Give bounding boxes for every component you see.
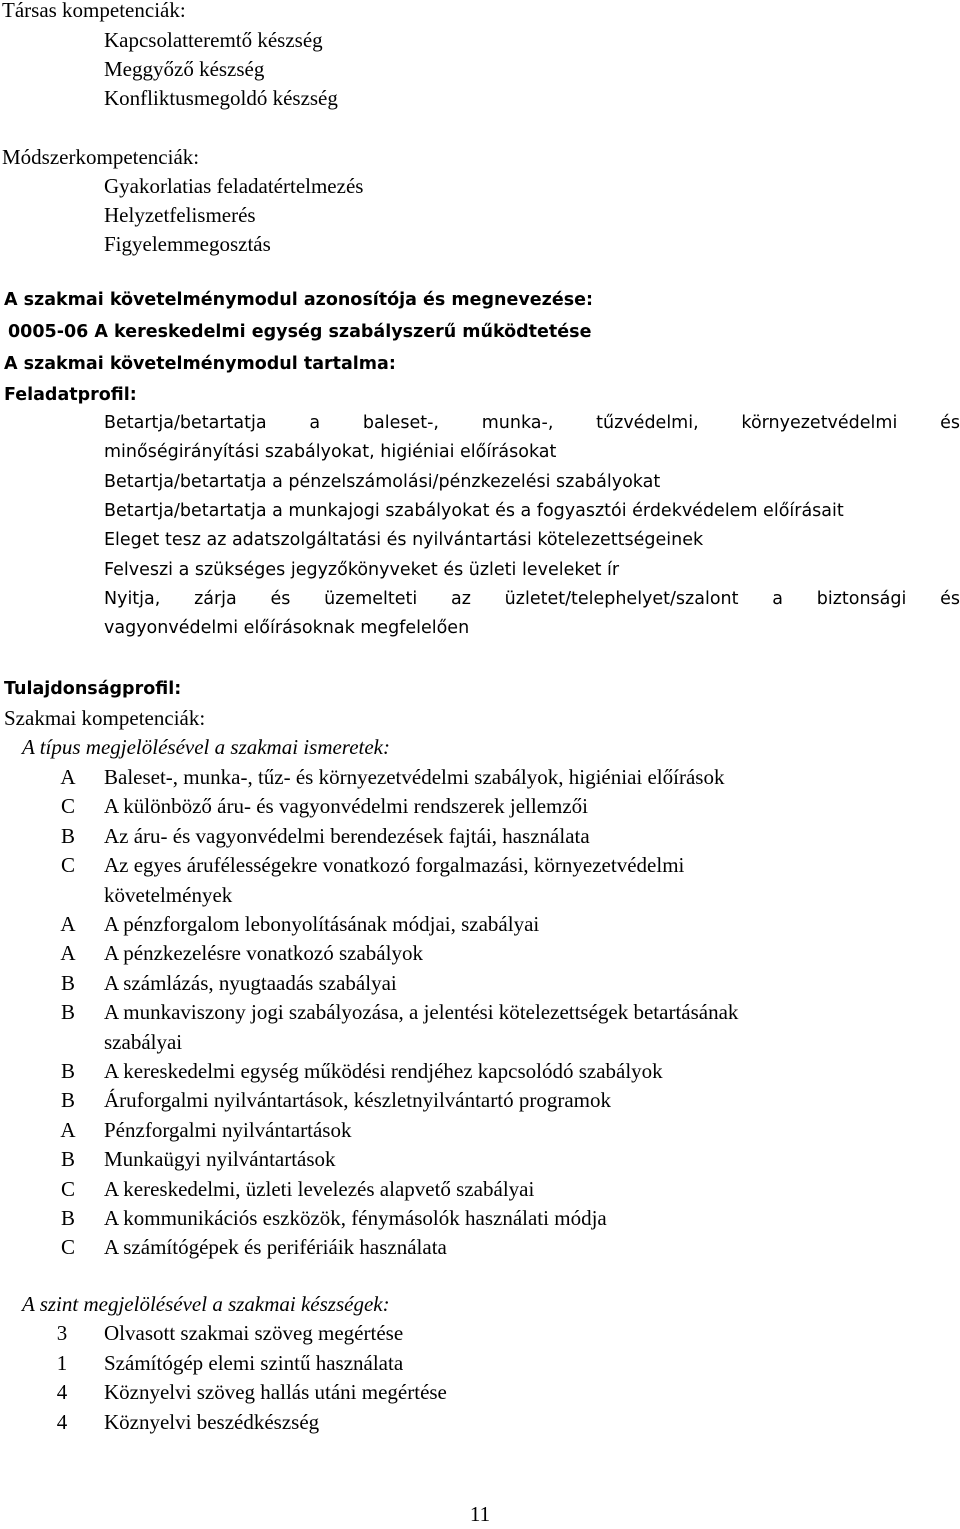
knowledge-type-label: B (60, 1000, 75, 1025)
task-item: Eleget tesz az adatszolgáltatási és nyilvántartási kötelezettségeinek (104, 530, 704, 550)
page-number: 11 (469, 1502, 491, 1526)
task-item: Betartja/betartatja a baleset-, munka-, tűzvédelmi, környezetvédelmi és (104, 413, 960, 433)
method-competency-item: Figyelemmegosztás (104, 232, 271, 256)
skills-heading: A szint megjelölésével a szakmai készségek: (22, 1292, 390, 1316)
knowledge-type-label: A (60, 941, 76, 966)
skill-level-label: 4 (56, 1380, 68, 1404)
knowledge-item-text: A pénzforgalom lebonyolításának módjai, szabályai (104, 912, 540, 936)
knowledge-item-text: A kommunikációs eszközök, fénymásolók használati módja (104, 1206, 607, 1230)
knowledge-item-text: Pénzforgalmi nyilvántartások (104, 1117, 352, 1142)
knowledge-type-label: B (60, 1206, 75, 1230)
knowledge-type-label: A (60, 912, 76, 936)
knowledge-item-text: Munkaügyi nyilvántartások (104, 1147, 336, 1172)
task-item: Betartja/betartatja a munkajogi szabályokat és a fogyasztói érdekvédelem előírásait (104, 501, 844, 521)
knowledge-type-label: C (60, 794, 75, 819)
knowledge-type-label: C (60, 1235, 75, 1260)
knowledge-heading: A típus megjelölésével a szakmai ismeretek: (22, 735, 390, 759)
skill-level-label: 1 (56, 1350, 68, 1375)
knowledge-item-text: A számítógépek és perifériáik használata (104, 1235, 447, 1260)
social-competency-item: Meggyőző készség (104, 57, 265, 81)
method-competencies-heading: Módszerkompetenciák: (2, 145, 200, 169)
method-competency-item: Gyakorlatias feladatértelmezés (104, 174, 364, 198)
knowledge-item-continuation: követelmények (104, 882, 233, 907)
module-id-heading: A szakmai követelménymodul azonosítója és megnevezése: (4, 290, 593, 310)
knowledge-type-label: C (60, 1176, 75, 1201)
skill-item-text: Számítógép elemi szintű használata (104, 1350, 404, 1375)
knowledge-type-label: B (60, 970, 75, 995)
task-item: Betartja/betartatja a pénzelszámolási/pénzkezelési szabályokat (104, 472, 661, 492)
knowledge-type-label: B (60, 823, 75, 848)
knowledge-item-text: Baleset-, munka-, tűz- és környezetvédelmi szabályok, higiéniai előírások (104, 765, 725, 789)
method-competency-item: Helyzetfelismerés (104, 203, 256, 227)
task-item: Felveszi a szükséges jegyzőkönyveket és üzleti leveleket ír (104, 560, 620, 580)
skill-item-text: Köznyelvi szöveg hallás utáni megértése (104, 1380, 447, 1404)
task-profile-heading: Feladatprofil: (4, 385, 137, 405)
task-item-continuation: vagyonvédelmi előírásoknak megfelelően (104, 618, 470, 638)
knowledge-item-text: Az egyes árufélességekre vonatkozó forgalmazási, környezetvédelmi (104, 853, 685, 878)
knowledge-item-text: A munkaviszony jogi szabályozása, a jelentési kötelezettségek betartásának (104, 1000, 739, 1025)
professional-competencies-heading: Szakmai kompetenciák: (4, 706, 206, 730)
social-competency-item: Kapcsolatteremtő készség (104, 28, 323, 52)
skill-level-label: 4 (56, 1409, 68, 1434)
social-competencies-heading: Társas kompetenciák: (2, 0, 186, 22)
property-profile-heading: Tulajdonságprofil: (4, 679, 182, 699)
knowledge-item-continuation: szabályai (104, 1029, 183, 1054)
knowledge-type-label: C (60, 853, 75, 878)
knowledge-item-text: A pénzkezelésre vonatkozó szabályok (104, 941, 423, 966)
module-id-value: 0005-06 A kereskedelmi egység szabályszerű működtetése (8, 322, 592, 342)
module-content-heading: A szakmai követelménymodul tartalma: (4, 354, 396, 374)
knowledge-type-label: B (60, 1059, 75, 1083)
knowledge-item-text: A kereskedelmi egység működési rendjéhez kapcsolódó szabályok (104, 1059, 663, 1083)
skill-level-label: 3 (56, 1321, 68, 1345)
knowledge-item-text: A kereskedelmi, üzleti levelezés alapvető szabályai (104, 1176, 535, 1201)
knowledge-type-label: B (60, 1088, 75, 1113)
knowledge-type-label: B (60, 1147, 75, 1172)
skill-item-text: Olvasott szakmai szöveg megértése (104, 1321, 404, 1345)
knowledge-item-text: Az áru- és vagyonvédelmi berendezések fajtái, használata (104, 823, 590, 848)
social-competency-item: Konfliktusmegoldó készség (104, 86, 338, 110)
skill-item-text: Köznyelvi beszédkészség (104, 1409, 320, 1434)
task-item-continuation: minőségirányítási szabályokat, higiéniai előírásokat (104, 442, 557, 462)
knowledge-type-label: A (60, 1117, 76, 1142)
knowledge-item-text: A különböző áru- és vagyonvédelmi rendszerek jellemzői (104, 794, 589, 819)
task-item: Nyitja, zárja és üzemelteti az üzletet/telephelyet/szalont a biztonsági és (104, 589, 960, 609)
knowledge-item-text: Áruforgalmi nyilvántartások, készletnyilvántartó programok (104, 1088, 611, 1113)
knowledge-type-label: A (60, 765, 76, 789)
knowledge-item-text: A számlázás, nyugtaadás szabályai (104, 970, 397, 995)
